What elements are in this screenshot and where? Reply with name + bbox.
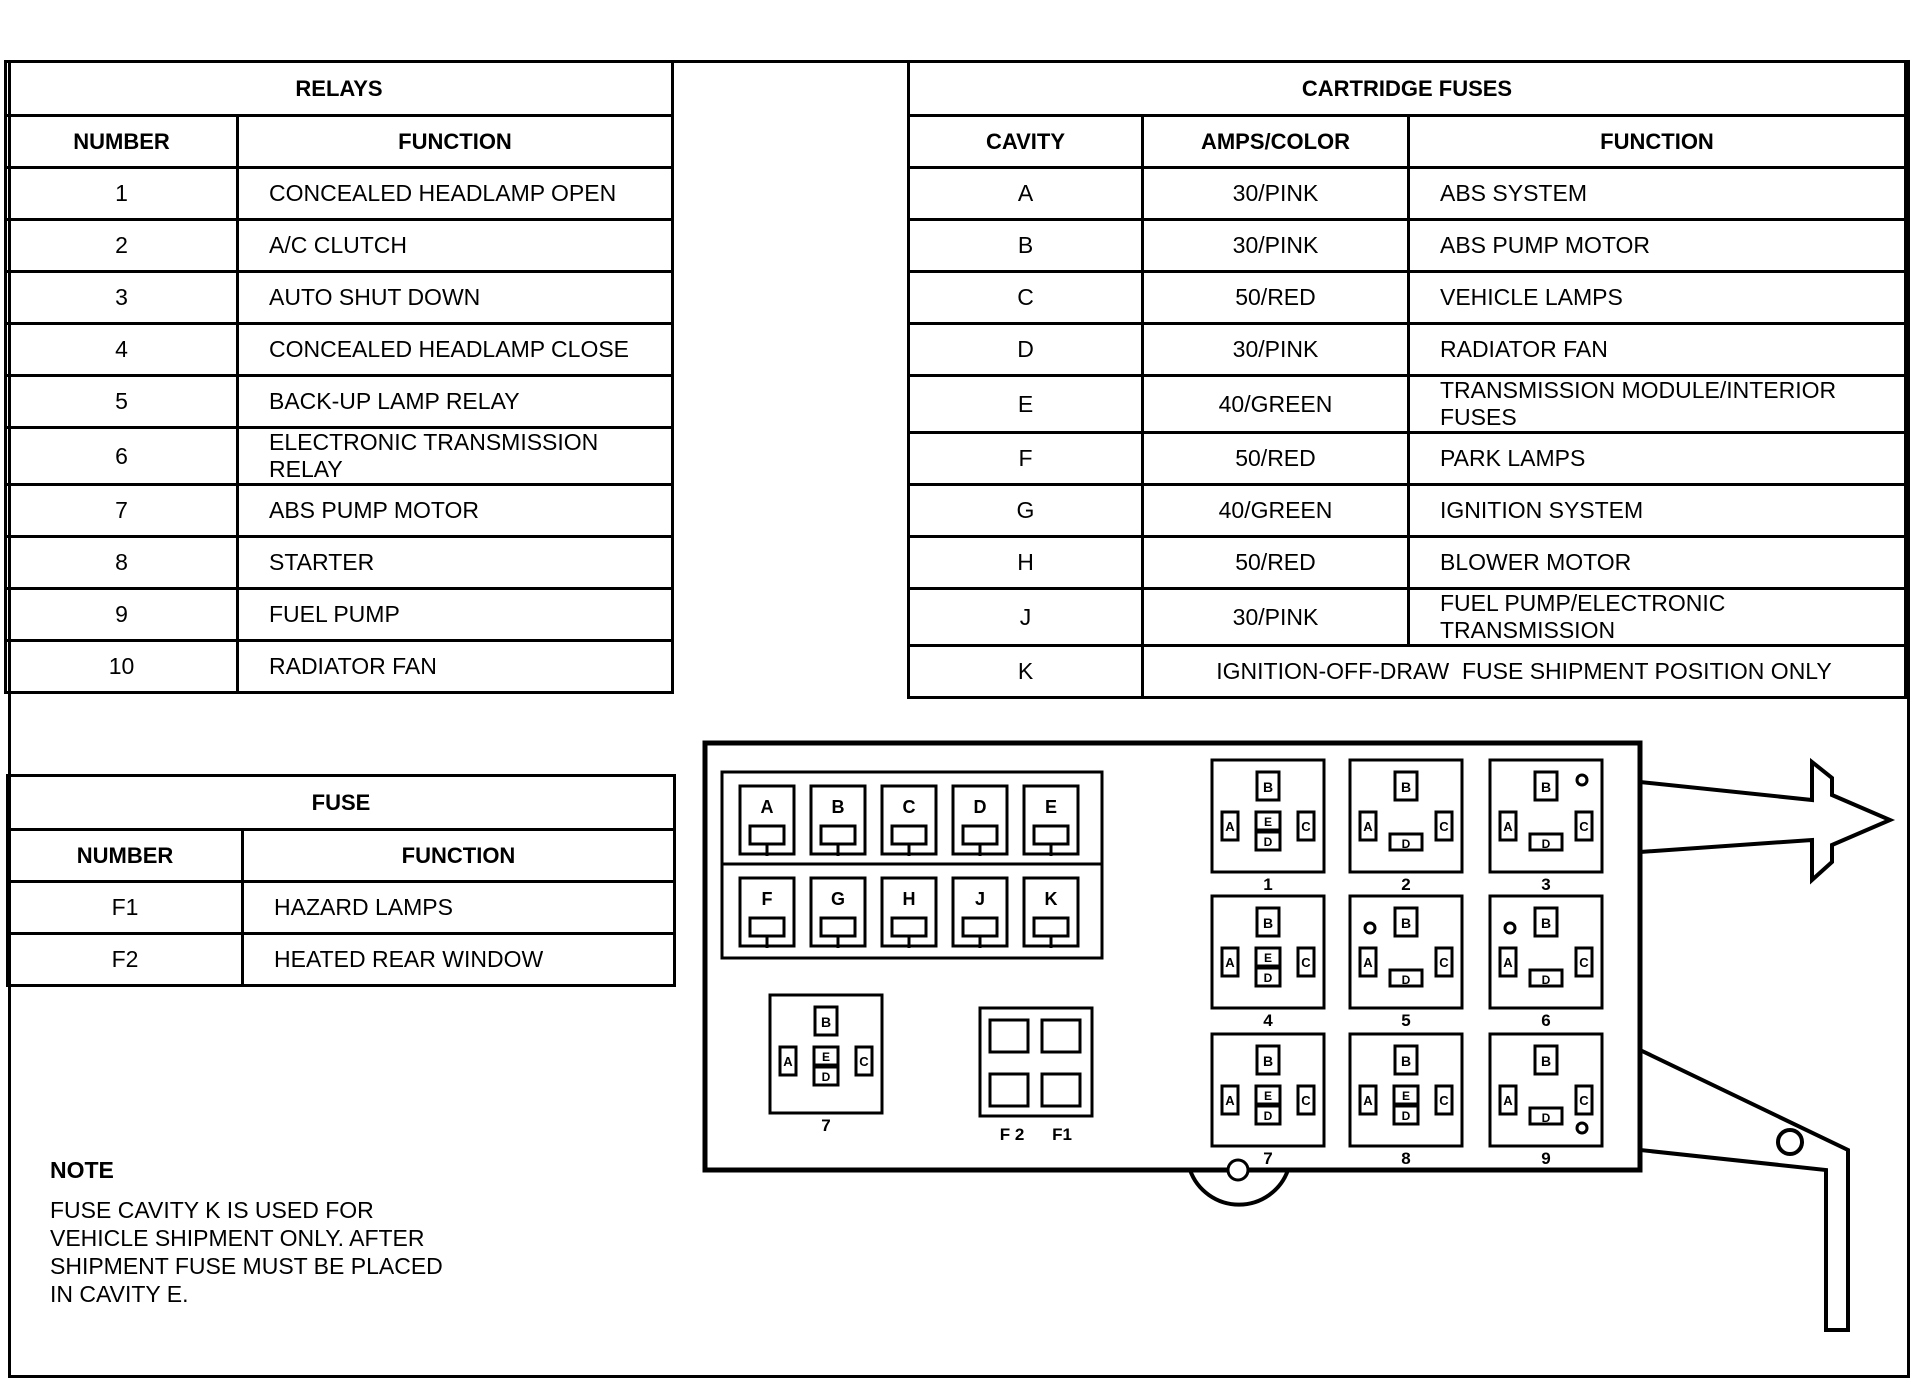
cartridge-header-amps: AMPS/COLOR [1143, 116, 1409, 168]
fuse-header-number: NUMBER [8, 830, 243, 882]
relay-terminal-label: B [1262, 915, 1274, 931]
fuse-function: HAZARD LAMPS [243, 882, 675, 934]
cartridge-slot-label: D [973, 797, 987, 817]
cartridge-slot-label: K [1044, 889, 1058, 909]
relay-terminal-label: D [1263, 971, 1273, 985]
fuse-number: F2 [8, 934, 243, 986]
relay-terminal-label: A [1363, 1093, 1373, 1108]
bottom-tab-hole [1228, 1160, 1248, 1180]
relay-terminal-label: C [1439, 1093, 1449, 1108]
relay-number: 5 [6, 376, 238, 428]
relay-number-label: 4 [1263, 1011, 1273, 1030]
relay-terminal-label: A [1363, 819, 1373, 834]
function-cell: PARK LAMPS [1409, 433, 1906, 485]
mini-fuse-label-f2: F 2 [999, 1125, 1025, 1144]
amps-cell: 30/PINK [1143, 589, 1409, 646]
cavity-cell: F [909, 433, 1143, 485]
relay-function: CONCEALED HEADLAMP CLOSE [238, 324, 673, 376]
relay-number-label: 7 [821, 1116, 831, 1135]
relay-terminal-label: B [1262, 1053, 1274, 1069]
relay-function: BACK-UP LAMP RELAY [238, 376, 673, 428]
relay-number: 8 [6, 537, 238, 589]
relay-terminal-label: E [1263, 951, 1273, 965]
relay-terminal-label: D [1541, 973, 1551, 987]
relay-number-label: 9 [1541, 1149, 1551, 1168]
relay-number: 10 [6, 641, 238, 693]
relay-terminal-label: B [1400, 1053, 1412, 1069]
fuse-number: F1 [8, 882, 243, 934]
relay-terminal-label: B [1540, 915, 1552, 931]
mini-fuse-label-f1: F1 [1052, 1125, 1072, 1144]
relay-number: 9 [6, 589, 238, 641]
relay-number-label: 8 [1401, 1149, 1411, 1168]
amps-cell: 30/PINK [1143, 220, 1409, 272]
relay-number-label: 7 [1263, 1149, 1273, 1168]
fuse-function: HEATED REAR WINDOW [243, 934, 675, 986]
cavity-cell: J [909, 589, 1143, 646]
relay-terminal-label: C [859, 1054, 869, 1069]
cavity-cell: A [909, 168, 1143, 220]
relay-number-label: 2 [1401, 875, 1411, 894]
amps-cell: 40/GREEN [1143, 485, 1409, 537]
amps-cell: 50/RED [1143, 272, 1409, 324]
function-cell: RADIATOR FAN [1409, 324, 1906, 376]
note-line: SHIPMENT FUSE MUST BE PLACED [50, 1253, 443, 1279]
function-cell: IGNITION SYSTEM [1409, 485, 1906, 537]
cavity-cell: C [909, 272, 1143, 324]
relay-terminal-label: D [1401, 1109, 1411, 1123]
relay-number: 7 [6, 485, 238, 537]
relay-number-label: 1 [1263, 875, 1273, 894]
function-cell: BLOWER MOTOR [1409, 537, 1906, 589]
relay-number: 2 [6, 220, 238, 272]
relay-terminal-label: A [1503, 955, 1513, 970]
cavity-cell: K [909, 646, 1143, 698]
relay-terminal-label: D [821, 1070, 831, 1084]
note-title: NOTE [50, 1157, 114, 1183]
relay-function: ABS PUMP MOTOR [238, 485, 673, 537]
amps-cell: 50/RED [1143, 433, 1409, 485]
cavity-cell: B [909, 220, 1143, 272]
cartridge-title: CARTRIDGE FUSES [909, 62, 1906, 116]
cavity-cell: G [909, 485, 1143, 537]
relay-terminal-label: A [783, 1054, 793, 1069]
amps-cell: 30/PINK [1143, 324, 1409, 376]
relay-number: 6 [6, 428, 238, 485]
relay-terminal-label: D [1541, 837, 1551, 851]
cartridge-slot-label: A [760, 797, 774, 817]
function-cell: VEHICLE LAMPS [1409, 272, 1906, 324]
relay-terminal-label: B [1400, 779, 1412, 795]
relay-terminal-label: A [1225, 1093, 1235, 1108]
relay-terminal-label: D [1541, 1111, 1551, 1125]
relay-terminal-label: E [1401, 1089, 1411, 1103]
cartridge-slot-label: C [902, 797, 916, 817]
relay-terminal-label: B [1400, 915, 1412, 931]
relay-terminal-label: D [1401, 837, 1411, 851]
relay-function: CONCEALED HEADLAMP OPEN [238, 168, 673, 220]
amps-cell: 50/RED [1143, 537, 1409, 589]
relay-function: FUEL PUMP [238, 589, 673, 641]
relay-function: AUTO SHUT DOWN [238, 272, 673, 324]
amps-cell: 30/PINK [1143, 168, 1409, 220]
fuse-title: FUSE [8, 776, 675, 830]
relay-terminal-label: B [1540, 779, 1552, 795]
shipment-note-cell: IGNITION-OFF-DRAW FUSE SHIPMENT POSITION ONLY [1143, 646, 1906, 698]
relays-header-number: NUMBER [6, 116, 238, 168]
relay-function: RADIATOR FAN [238, 641, 673, 693]
relay-terminal-label: E [1263, 1089, 1273, 1103]
relay-terminal-label: B [820, 1014, 832, 1030]
relay-terminal-label: C [1579, 819, 1589, 834]
relay-terminal-label: C [1301, 819, 1311, 834]
relay-terminal-label: D [1401, 973, 1411, 987]
relay-terminal-label: C [1579, 955, 1589, 970]
cartridge-slot-label: H [902, 889, 916, 909]
cavity-cell: H [909, 537, 1143, 589]
relay-terminal-label: B [1540, 1053, 1552, 1069]
relay-function: A/C CLUTCH [238, 220, 673, 272]
relay-function: STARTER [238, 537, 673, 589]
relay-terminal-label: A [1363, 955, 1373, 970]
relay-terminal-label: C [1439, 819, 1449, 834]
note-line: FUSE CAVITY K IS USED FOR [50, 1197, 374, 1223]
amps-cell: 40/GREEN [1143, 376, 1409, 433]
relay-number: 4 [6, 324, 238, 376]
relay-terminal-label: C [1301, 955, 1311, 970]
function-cell: ABS SYSTEM [1409, 168, 1906, 220]
cavity-cell: D [909, 324, 1143, 376]
cartridge-slot-label: J [974, 889, 986, 909]
mounting-bracket [1640, 1050, 1848, 1330]
function-cell: ABS PUMP MOTOR [1409, 220, 1906, 272]
relay-number-label: 3 [1541, 875, 1551, 894]
relay-terminal-label: A [1225, 955, 1235, 970]
cartridge-slot-label: E [1044, 797, 1058, 817]
relays-header-function: FUNCTION [238, 116, 673, 168]
note-line: IN CAVITY E. [50, 1281, 189, 1307]
relay-terminal-label: E [821, 1050, 831, 1064]
function-cell: FUEL PUMP/ELECTRONIC TRANSMISSION [1409, 589, 1906, 646]
cartridge-slot-label: B [831, 797, 845, 817]
relays-title: RELAYS [6, 62, 673, 116]
cartridge-slot-label: G [830, 889, 846, 909]
relay-number-label: 6 [1541, 1011, 1551, 1030]
cartridge-header-cavity: CAVITY [909, 116, 1143, 168]
connector-arrow [1640, 762, 1890, 880]
relay-function: ELECTRONIC TRANSMISSION RELAY [238, 428, 673, 485]
relay-terminal-label: C [1301, 1093, 1311, 1108]
note-line: VEHICLE SHIPMENT ONLY. AFTER [50, 1225, 425, 1251]
cartridge-slot-label: F [761, 889, 773, 909]
relay-number: 1 [6, 168, 238, 220]
function-cell: TRANSMISSION MODULE/INTERIOR FUSES [1409, 376, 1906, 433]
relay-terminal-label: E [1263, 815, 1273, 829]
relay-terminal-label: B [1262, 779, 1274, 795]
fuse-header-function: FUNCTION [243, 830, 675, 882]
relay-terminal-label: D [1263, 1109, 1273, 1123]
cartridge-header-function: FUNCTION [1409, 116, 1906, 168]
relay-number: 3 [6, 272, 238, 324]
bracket-hole [1778, 1130, 1802, 1154]
relay-terminal-label: A [1503, 1093, 1513, 1108]
relay-terminal-label: A [1503, 819, 1513, 834]
relay-number-label: 5 [1401, 1011, 1411, 1030]
relay-terminal-label: C [1579, 1093, 1589, 1108]
relay-terminal-label: A [1225, 819, 1235, 834]
relay-terminal-label: C [1439, 955, 1449, 970]
relay-terminal-label: D [1263, 835, 1273, 849]
cavity-cell: E [909, 376, 1143, 433]
